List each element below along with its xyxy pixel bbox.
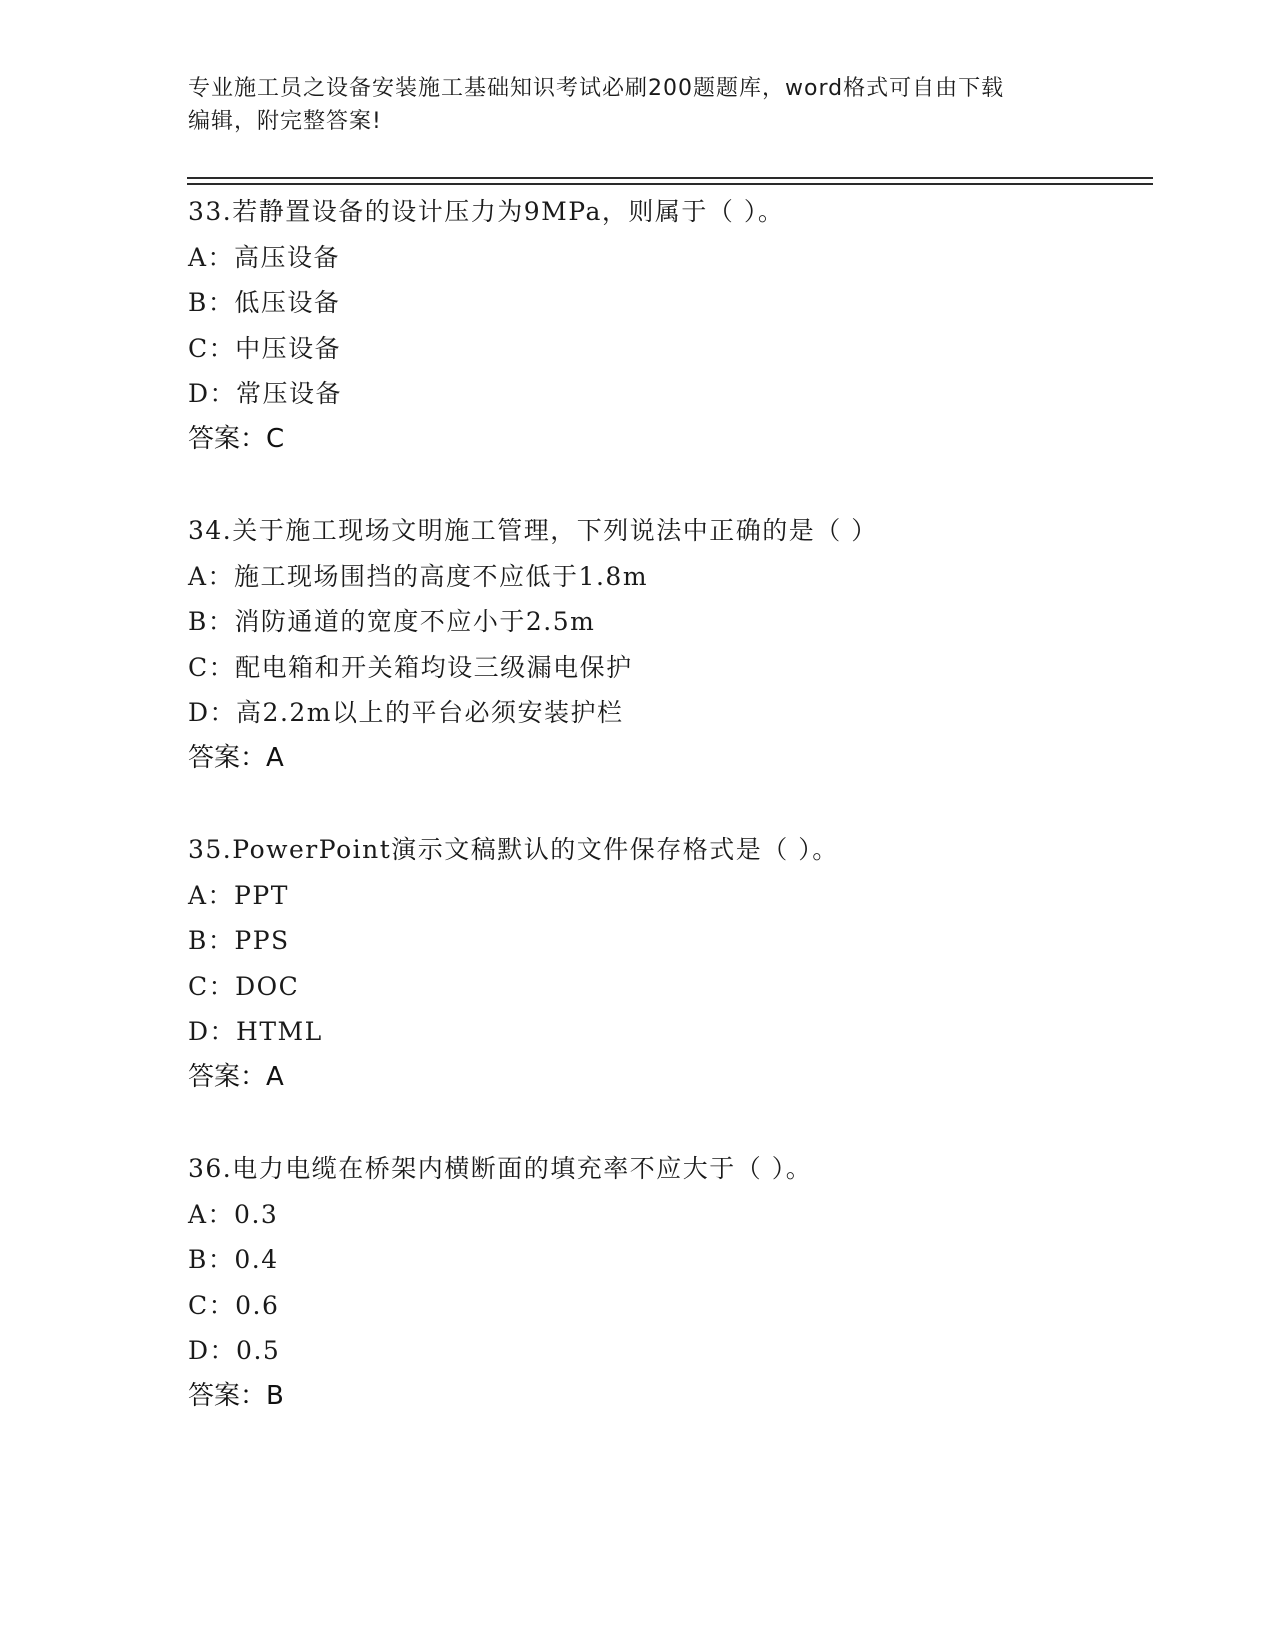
answer: 答案：A xyxy=(188,1061,284,1092)
header-line-2: 编辑，附完整答案! xyxy=(188,109,382,134)
option-a: A：PPT xyxy=(188,880,289,910)
question-stem: 34.关于施工现场文明施工管理，下列说法中正确的是（ ） xyxy=(188,516,878,545)
document-header xyxy=(188,72,1088,138)
option-a: A：高压设备 xyxy=(188,242,341,272)
question-34 xyxy=(188,508,1188,781)
question-stem: 36.电力电缆在桥架内横断面的填充率不应大于（ ）。 xyxy=(188,1154,813,1183)
header-divider-bottom xyxy=(187,183,1153,185)
answer: 答案：C xyxy=(188,423,285,454)
answer: 答案：B xyxy=(188,1380,284,1411)
option-c: C：0.6 xyxy=(188,1290,280,1320)
question-stem: 33.若静置设备的设计压力为9MPa，则属于（ ）。 xyxy=(188,197,785,226)
header-divider-top xyxy=(187,177,1153,179)
option-d: D：0.5 xyxy=(188,1336,281,1365)
option-c: C：DOC xyxy=(188,971,300,1001)
question-35 xyxy=(188,827,1188,1100)
option-c: C：中压设备 xyxy=(188,333,342,363)
option-c: C：配电箱和开关箱均设三级漏电保护 xyxy=(188,652,633,682)
option-b: B：PPS xyxy=(188,926,290,955)
option-b: B：低压设备 xyxy=(188,288,341,317)
option-d: D：高2.2m以上的平台必须安装护栏 xyxy=(188,698,624,727)
answer: 答案：A xyxy=(188,742,284,773)
question-33 xyxy=(188,189,1188,462)
option-a: A：0.3 xyxy=(188,1199,279,1229)
option-d: D：常压设备 xyxy=(188,379,343,408)
option-b: B：0.4 xyxy=(188,1245,279,1274)
option-a: A：施工现场围挡的高度不应低于1.8m xyxy=(188,561,649,591)
question-stem: 35.PowerPoint演示文稿默认的文件保存格式是（ ）。 xyxy=(188,835,839,864)
header-line-1: 专业施工员之设备安装施工基础知识考试必刷200题题库，word格式可自由下载 xyxy=(188,76,1005,101)
option-d: D：HTML xyxy=(188,1017,323,1046)
option-b: B：消防通道的宽度不应小于2.5m xyxy=(188,607,596,636)
question-36 xyxy=(188,1146,1188,1419)
